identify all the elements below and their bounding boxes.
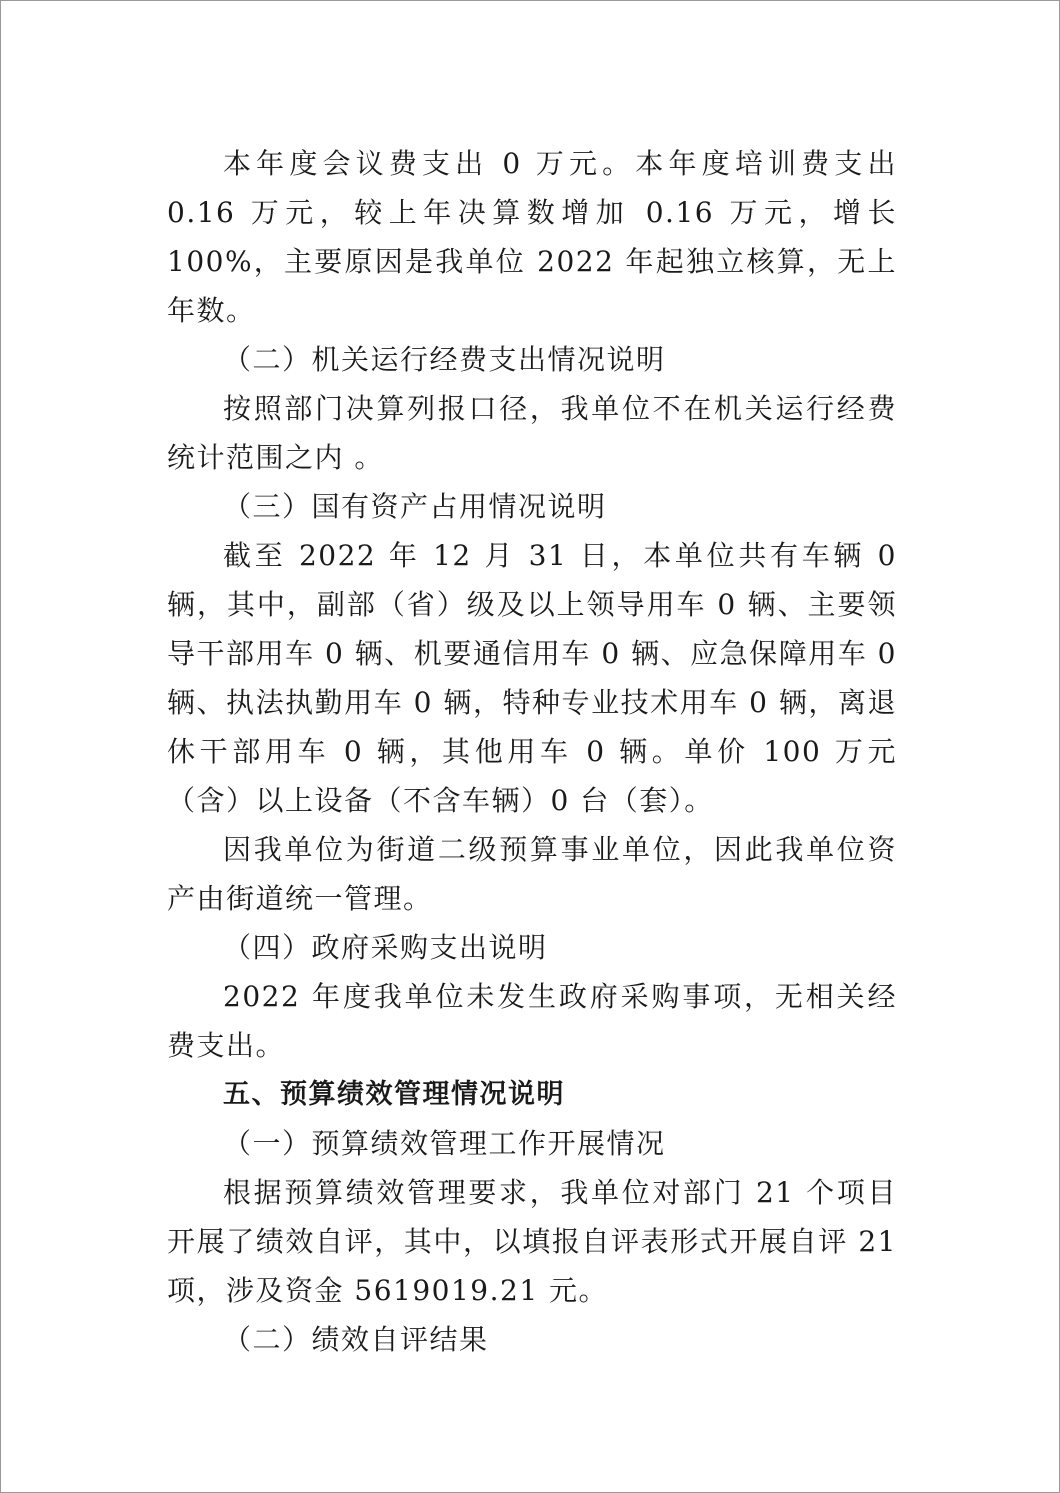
section-heading-performance: 五、预算绩效管理情况说明: [223, 1079, 565, 1110]
heading-self-evaluation-results: （二）绩效自评结果: [223, 1323, 489, 1356]
heading-operating-expense: （二）机关运行经费支出情况说明: [223, 343, 666, 376]
heading-government-procurement: （四）政府采购支出说明: [223, 931, 548, 964]
paragraph-training-expense: 本年度会议费支出 0 万元。本年度培训费支出 0.16 万元，较上年决算数增加 0.16 万元，增长 100%，主要原因是我单位 2022 年起独立核算，无上年数。: [167, 147, 897, 327]
paragraph-vehicles: 截至 2022 年 12 月 31 日，本单位共有车辆 0 辆，其中，副部（省）级及以上领导用车 0 辆、主要领导干部用车 0 辆、机要通信用车 0 辆、应急保障用车 0 辆、执法执勤用车 0 辆，特种专业技术用车 0 辆，离退休干部用车 0 辆，其他用车 0 辆。单价 100 万元（含）以上设备（不含车辆）0 台（套）。: [167, 539, 897, 817]
heading-state-assets: （三）国有资产占用情况说明: [223, 490, 607, 523]
document-body: [167, 139, 897, 1364]
paragraph-performance-work: 根据预算绩效管理要求，我单位对部门 21 个项目开展了绩效自评，其中，以填报自评表形式开展自评 21 项，涉及资金 5619019.21 元。: [167, 1176, 897, 1307]
paragraph-asset-management: 因我单位为街道二级预算事业单位，因此我单位资产由街道统一管理。: [167, 833, 897, 915]
paragraph-operating-expense: 按照部门决算列报口径，我单位不在机关运行经费统计范围之内 。: [167, 392, 897, 474]
paragraph-government-procurement: 2022 年度我单位未发生政府采购事项，无相关经费支出。: [167, 980, 897, 1062]
heading-performance-work: （一）预算绩效管理工作开展情况: [223, 1127, 666, 1160]
